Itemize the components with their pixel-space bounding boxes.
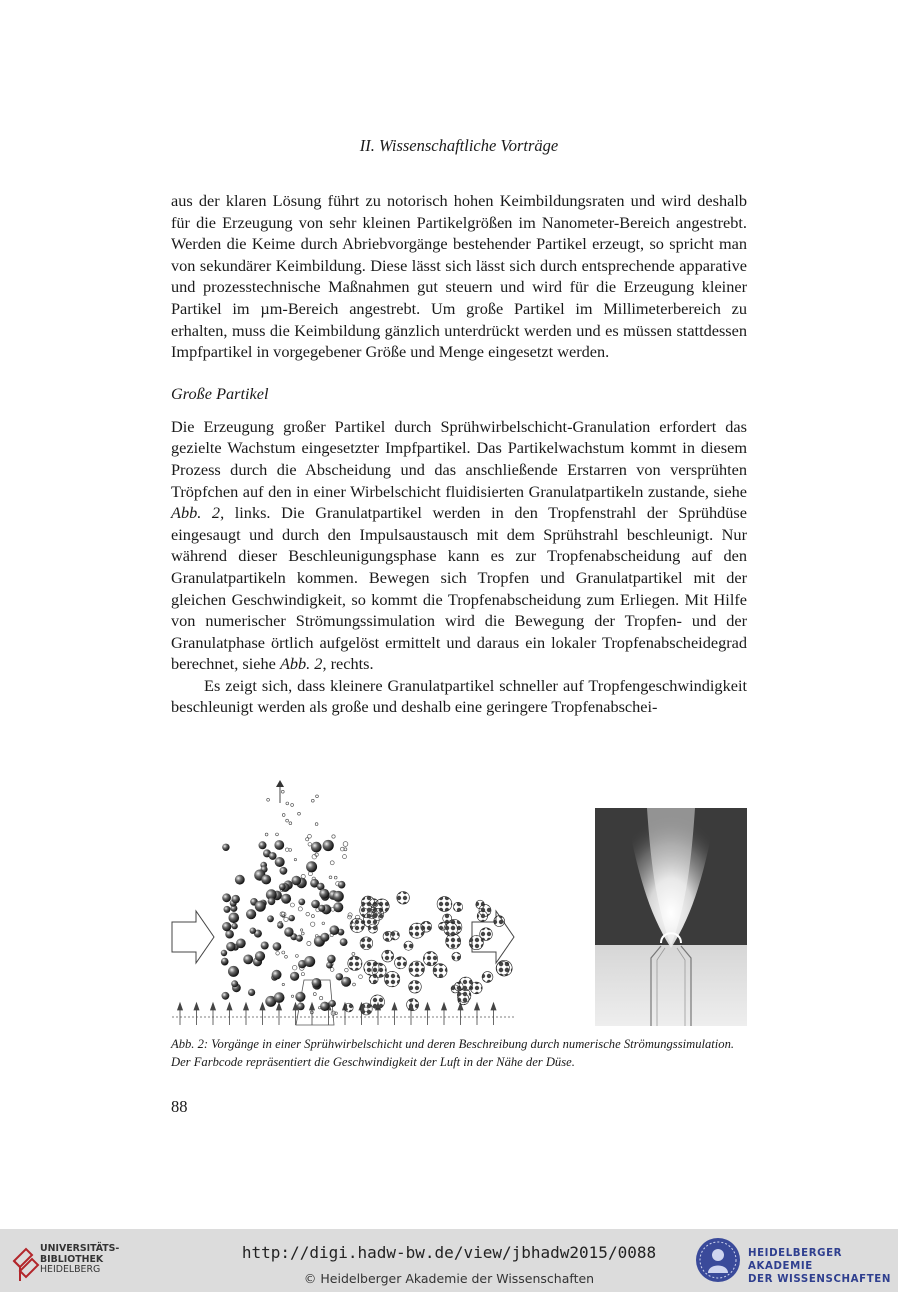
page-number: 88	[171, 1097, 188, 1116]
figure-reference: Abb. 2	[171, 503, 221, 523]
academy-line: HEIDELBERGER AKADEMIE	[748, 1248, 843, 1272]
caption-line: Abb. 2: Vorgänge in einer Sprühwirbelschicht und deren Beschreibung durch numerische Strömungssimulation.	[171, 1037, 735, 1051]
library-line: BIBLIOTHEK	[40, 1253, 104, 1265]
permalink-url[interactable]: http://digi.hadw-bw.de/view/jbhadw2015/0088	[241, 1243, 657, 1262]
paragraph-2-text-a: Die Erzeugung großer Partikel durch Sprühwirbelschicht-Granulation erfordert das gezielte Wachstum eingesetzter Impfpartikel. Das Partikelwachstum kommt in diesem Prozess durch die Abscheidung und das anschließende Erstarren von versprühten Tröpfchen auf den in einer Wirbelschicht fluidisierten Granulatpartikeln zustande, siehe	[171, 416, 747, 501]
hadw-logo-text	[748, 1247, 898, 1286]
paragraph-2-text-b: , links. Die Granulatpartikel werden in den Tropfenstrahl der Sprühdüse eingesaugt und durch den Impulsaustausch mit dem Sprühstrahl beschleunigt. Nur während dieser Beschleunigungsphase kann es zur Tropfenabscheidung auf den Granulatpartikeln kommen. Bewegen sich Tropfen und Granulatpartikel mit der gleichen Geschwindigkeit, so kommt die Tropfenabscheidung zum Erliegen. Mit Hilfe von numerischer Strömungssimulation wird die Bewegung der Tropfen- und der Granulatphase örtlich aufgelöst ermittelt und daraus ein lokaler Tropfenabscheidegrad berechnet, siehe	[171, 503, 747, 674]
paragraph-2	[171, 416, 747, 675]
body-text	[171, 190, 747, 718]
footer-bar	[0, 1229, 898, 1292]
library-line: UNIVERSITÄTS-	[40, 1243, 120, 1254]
academy-line: DER WISSENSCHAFTEN	[748, 1274, 891, 1285]
copyright-notice: © Heidelberger Akademie der Wissenschaften	[303, 1271, 595, 1286]
running-head: II. Wissenschaftliche Vorträge	[359, 136, 559, 155]
figure-reference: Abb. 2	[279, 654, 323, 674]
paragraph-3: Es zeigt sich, dass kleinere Granulatpartikel schneller auf Tropfengeschwindigkeit beschleunigt werden als große und deshalb eine geringere Tropfenabschei-	[171, 675, 747, 717]
section-heading: Große Partikel	[171, 383, 269, 403]
paragraph-2-text-c: , rechts.	[322, 654, 374, 674]
library-line: HEIDELBERG	[40, 1264, 101, 1276]
fluidized-bed-diagram	[168, 775, 520, 1030]
paragraph-1: aus der klaren Lösung führt zu notorisch hohen Keimbildungsraten und wird deshalb für die Erzeugung von sehr kleinen Partikelgrößen im Nanometer-Bereich angestrebt. Werden die Keime durch Abriebvorgänge bestehender Partikel erzeugt, so spricht man von sekundärer Keimbildung. Diese lässt sich lässt sich durch entsprechende apparative und prozesstechnische Maßnahmen gut steuern und wird für die Erzeugung kleiner Partikel im µm-Bereich angestrebt. Um große Partikel im Millimeterbereich zu erhalten, muss die Keimbildung gänzlich unterdrückt werden und es müssen stattdessen Impfpartikel in vorgegebener Größe und Menge eingesetzt werden.	[171, 191, 747, 362]
caption-line: Der Farbcode repräsentiert die Geschwindigkeit der Luft in der Nähe der Düse.	[171, 1054, 575, 1069]
figure-caption	[171, 1036, 751, 1071]
hadw-seal-logo-icon[interactable]	[694, 1235, 742, 1285]
spray-nozzle-simulation	[595, 808, 747, 1026]
